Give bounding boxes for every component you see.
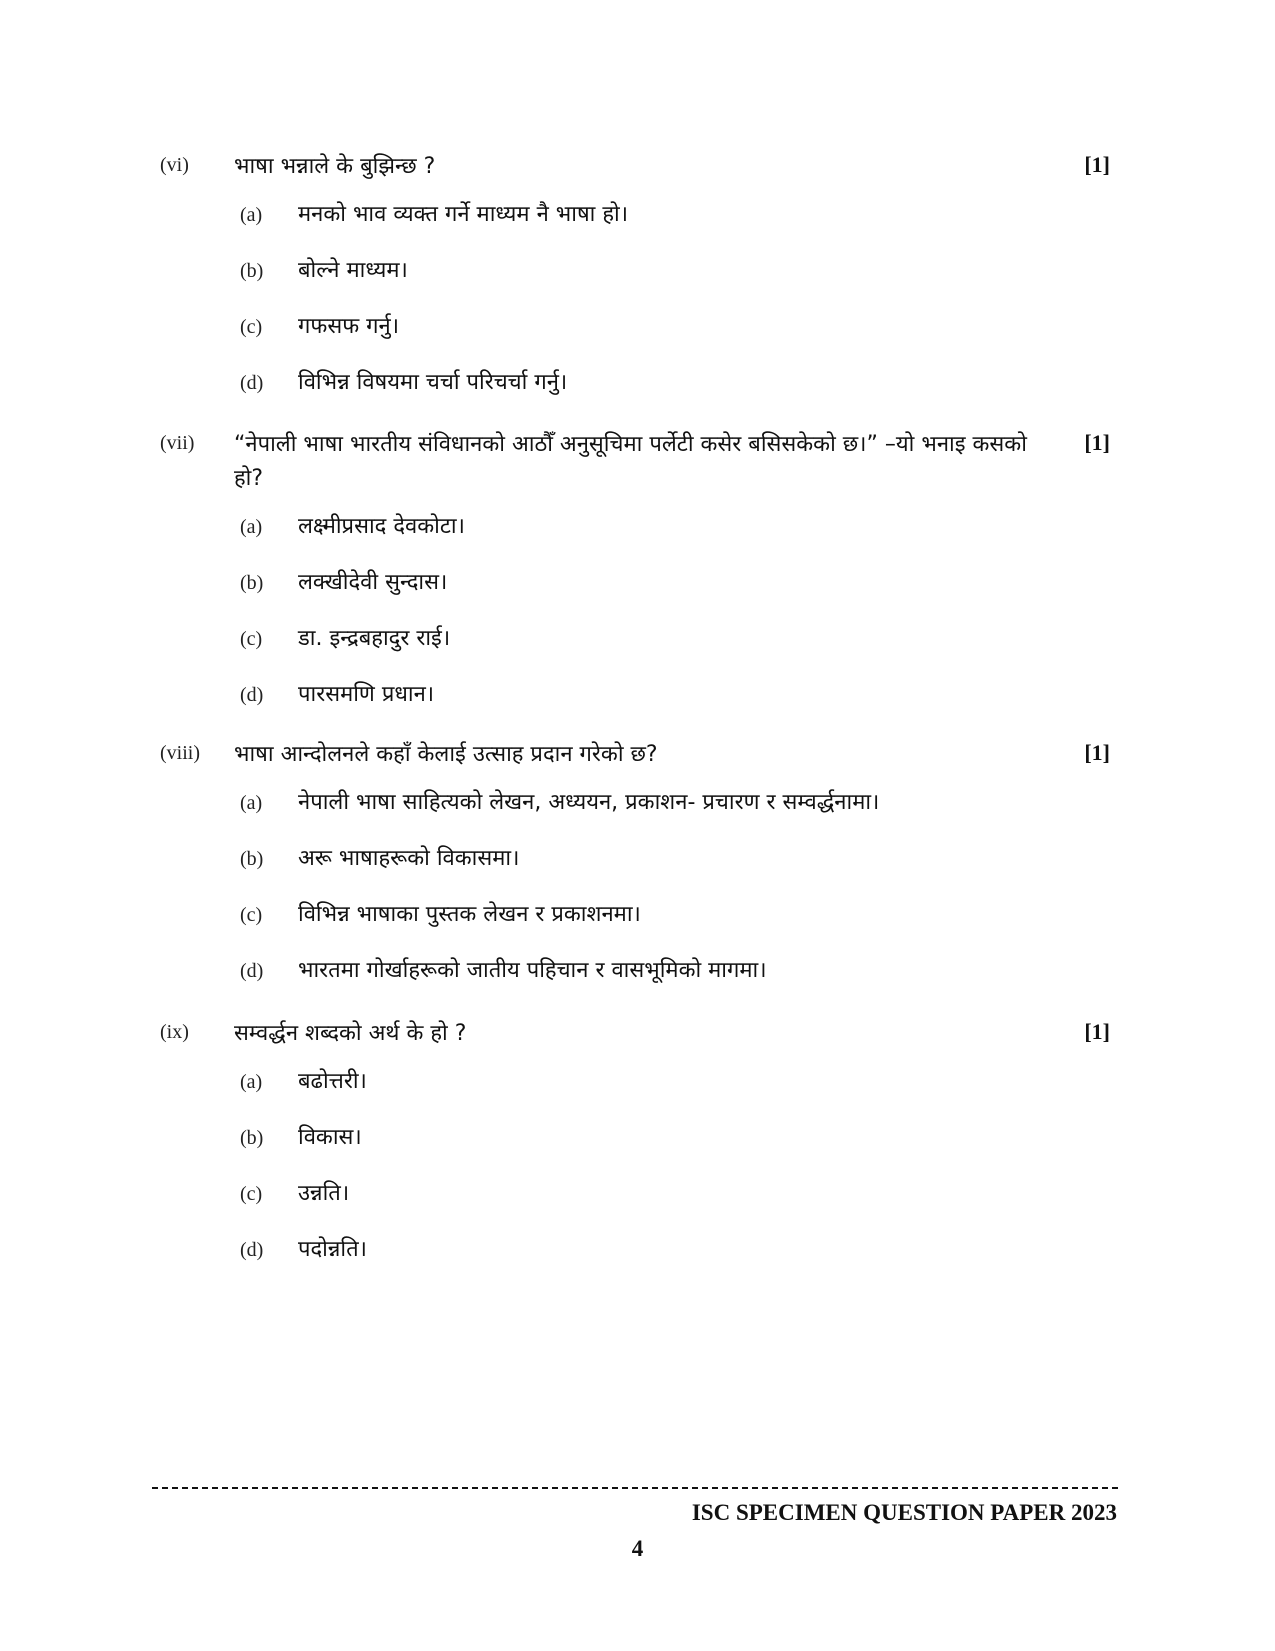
option-a (160, 496, 1110, 552)
question-text: “नेपाली भाषा भारतीय संविधानको आठौँ अनुसूचिमा पर्लेटी कसेर बसिसकेको छ।” –यो भनाइ कसको हो? (234, 432, 1027, 491)
option-text: लक्ष्मीप्रसाद देवकोटा। (298, 514, 465, 539)
question-number: (ix) (160, 1021, 189, 1043)
footer-title: ISC SPECIMEN QUESTION PAPER 2023 (691, 1500, 1117, 1525)
option-letter: (a) (240, 792, 263, 814)
option-letter: (b) (240, 260, 264, 282)
option-letter: (b) (240, 848, 264, 870)
option-letter: (b) (240, 572, 264, 594)
option-text: भारतमा गोर्खाहरूको जातीय पहिचान र वासभूमिको मागमा। (298, 958, 767, 983)
options-list (160, 496, 1110, 720)
option-b (160, 240, 1110, 296)
option-letter: (d) (240, 372, 264, 394)
option-b (160, 552, 1110, 608)
option-text: नेपाली भाषा साहित्यको लेखन, अध्ययन, प्रकाशन- प्रचारण र सम्वर्द्धनामा। (298, 790, 880, 815)
option-text: अरू भाषाहरूको विकासमा। (298, 846, 520, 871)
option-d (160, 664, 1110, 720)
question-text: भाषा भन्नाले के बुझिन्छ ? (234, 154, 436, 179)
question-number: (vi) (160, 154, 189, 176)
question-vi (160, 150, 1110, 408)
option-letter: (c) (240, 1183, 263, 1205)
option-a (160, 184, 1110, 240)
option-b (160, 1107, 1110, 1163)
option-d (160, 352, 1110, 408)
option-d (160, 940, 1110, 996)
option-letter: (c) (240, 316, 263, 338)
question-marks: [1] (1084, 740, 1110, 765)
question-viii (160, 738, 1110, 996)
question-marks: [1] (1084, 152, 1110, 177)
option-a (160, 1051, 1110, 1107)
options-list (160, 184, 1110, 408)
question-marks: [1] (1084, 430, 1110, 455)
option-letter: (d) (240, 960, 264, 982)
option-text: विभिन्न भाषाका पुस्तक लेखन र प्रकाशनमा। (298, 902, 641, 927)
question-number: (vii) (160, 432, 195, 454)
option-c (160, 608, 1110, 664)
option-text: डा. इन्द्रबहादुर राई। (298, 626, 451, 651)
option-a (160, 772, 1110, 828)
question-text: भाषा आन्दोलनले कहाँ केलाई उत्साह प्रदान गरेको छ? (234, 742, 658, 767)
question-marks: [1] (1084, 1019, 1110, 1044)
question-text: सम्वर्द्धन शब्दको अर्थ के हो ? (234, 1021, 467, 1046)
page-number: 4 (631, 1536, 644, 1561)
question-vii (160, 428, 1110, 720)
options-list (160, 1051, 1110, 1275)
option-letter: (d) (240, 1239, 264, 1261)
option-text: पारसमणि प्रधान। (298, 682, 435, 707)
option-c (160, 296, 1110, 352)
option-text: विकास। (298, 1125, 362, 1150)
option-text: बोल्ने माध्यम। (298, 258, 408, 283)
option-text: लक्खीदेवी सुन्दास। (298, 570, 448, 595)
option-text: उन्नति। (298, 1181, 350, 1206)
options-list (160, 772, 1110, 996)
option-text: मनको भाव व्यक्त गर्ने माध्यम नै भाषा हो। (298, 202, 629, 227)
option-letter: (c) (240, 628, 263, 650)
option-c (160, 1163, 1110, 1219)
option-text: पदोन्नति। (298, 1237, 367, 1262)
option-letter: (b) (240, 1127, 264, 1149)
option-text: बढोत्तरी। (298, 1069, 367, 1094)
footer-divider (152, 1487, 1118, 1489)
option-letter: (c) (240, 904, 263, 926)
option-letter: (a) (240, 204, 263, 226)
option-d (160, 1219, 1110, 1275)
question-ix (160, 1017, 1110, 1275)
option-b (160, 828, 1110, 884)
option-text: गफसफ गर्नु। (298, 314, 400, 339)
option-c (160, 884, 1110, 940)
option-letter: (a) (240, 1071, 263, 1093)
option-letter: (a) (240, 516, 263, 538)
question-number: (viii) (160, 742, 200, 764)
option-text: विभिन्न विषयमा चर्चा परिचर्चा गर्नु। (298, 370, 568, 395)
option-letter: (d) (240, 684, 264, 706)
